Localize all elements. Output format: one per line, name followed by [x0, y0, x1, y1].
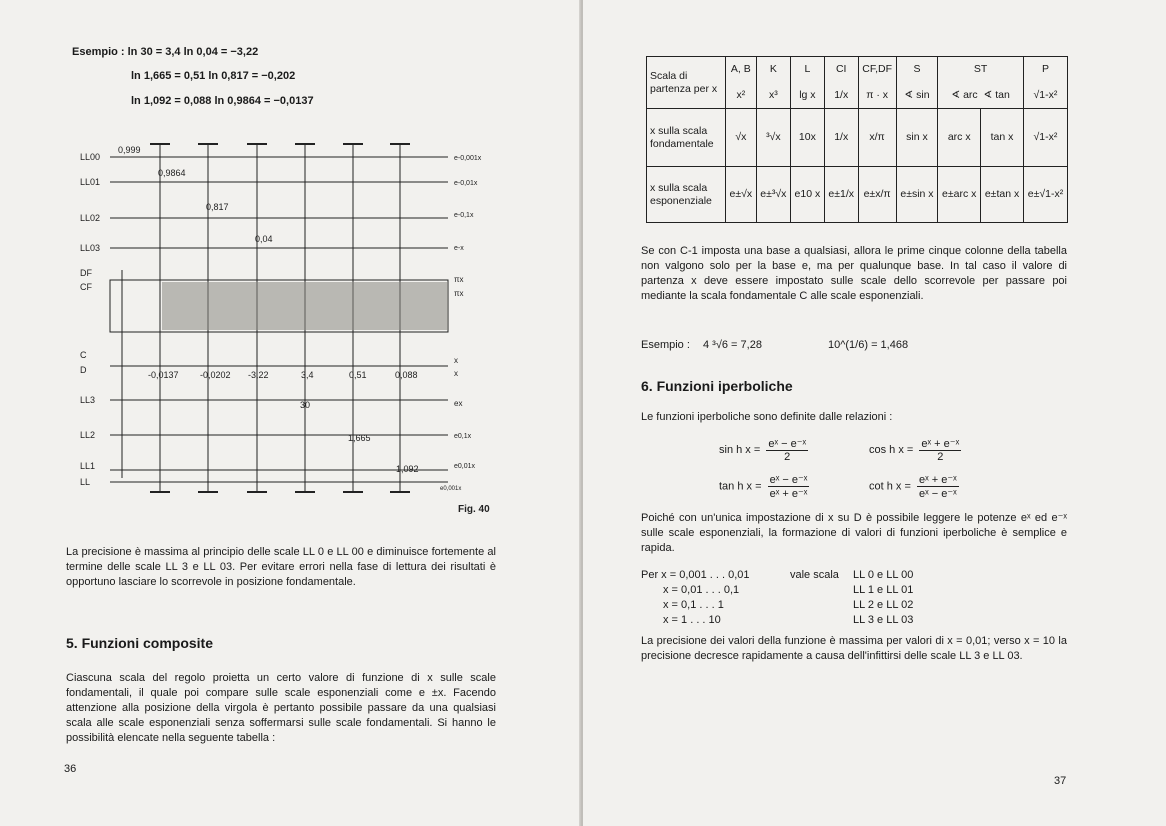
fraction [917, 473, 959, 500]
formula-lhs: cos h x = [869, 443, 914, 456]
range-value: LL 3 e LL 03 [853, 614, 914, 626]
reading-mark: -0,0137 [148, 370, 179, 380]
table-cell-value: e±√x [726, 167, 757, 223]
hyperbolic-intro: Le funzioni iperboliche sono definite dalle relazioni : [641, 411, 893, 423]
reading-mark: 0,817 [206, 202, 229, 212]
table-cell [726, 57, 757, 109]
range-cond: x = 1 . . . 10 [663, 614, 721, 626]
reading-mark: 0,999 [118, 145, 141, 155]
table-row-label: x sulla scala fondamentale [647, 109, 726, 167]
range-cond: x = 0,01 . . . 0,1 [663, 584, 740, 596]
table-header: L [804, 63, 811, 75]
scale-function-label: e0,1x [454, 433, 472, 440]
reading-mark: 1,092 [396, 464, 419, 474]
left-page [0, 0, 581, 826]
table-cell-value: e±arc x [938, 167, 981, 223]
table-cell-value: √x [726, 109, 757, 167]
table-cell-value: 1/x [824, 109, 858, 167]
fraction [768, 473, 810, 500]
paragraph-composite: Ciascuna scala del regolo proietta un certo valore di funzione di x sulle scale fondamentali, il quale poi compare sulle scale esponenziali come e ±x. Facendo attenzione alla posizione della virgola è pertanto possibile passare da una qualsiasi scala alle scale esponenziali senza soffermarsi sulle scale fondamentali. Si hanno le possibilità elencate nella seguente tabella : [66, 672, 496, 744]
reading-mark: 0,9864 [158, 168, 186, 178]
example-line-3: ln 1,092 = 0,088 ln 0,9864 = −0,0137 [131, 95, 314, 107]
paragraph-precision: La precisione è massima al principio delle scale LL 0 e LL 00 e diminuisce fortemente al termine delle scale LL 3 e LL 03. Per evitare errori nella fase di lettura dei risultati è opportuno lasciare lo scorrevole in posizione fondamentale. [66, 546, 496, 588]
scale-function-label: e-0,001x [454, 155, 482, 162]
formula-sinh [719, 437, 811, 463]
range-value: LL 0 e LL 00 [853, 569, 914, 581]
denominator: 2 [784, 451, 791, 463]
numerator: eˣ − e⁻ˣ [769, 474, 808, 486]
scale-label: DF [80, 268, 92, 278]
table-cell [896, 57, 938, 109]
formula-cosh [869, 437, 964, 463]
range-cond: Per x = 0,001 . . . 0,01 [641, 569, 750, 581]
denominator: 2 [937, 451, 944, 463]
paragraph-base: Se con C-1 imposta una base a qualsiasi, allora le prime cinque colonne della tabella non valgono solo per la base e, ma per qualunque base. In tal caso il valore di partenza x deve essere impostato sulle scale dello scorrevole per passare poi mediante la scala fondamentale C alle scale esponenziali. [641, 245, 1067, 302]
table-cell [824, 57, 858, 109]
right-page [583, 0, 1166, 826]
table-cell-value: ³√x [756, 109, 790, 167]
numerator: eˣ + e⁻ˣ [918, 474, 957, 486]
table-cell-value: √1-x² [1023, 109, 1067, 167]
scale-label: LL01 [80, 177, 101, 187]
table-cell-value: e±1/x [824, 167, 858, 223]
paragraph-precision-hyperbolic: La precisione dei valori della funzione è massima per valori di x = 0,01; verso x = 10 la precisione decresce rapidamente a causa dell'infittirsi delle scale LL 3 e LL 03. [641, 635, 1067, 662]
table-cell [938, 57, 1024, 109]
reading-mark: 3,4 [301, 370, 314, 380]
scale-label: C [80, 350, 87, 360]
scale-label: D [80, 365, 87, 375]
table-cell-value: x² [736, 89, 746, 101]
page-number-left: 36 [64, 763, 77, 775]
table-cell-value: e±x/π [858, 167, 896, 223]
table-header: S [913, 63, 921, 75]
range-value: LL 2 e LL 02 [853, 599, 914, 611]
formula-tanh [719, 473, 812, 500]
table-cell-value: arc x [938, 109, 981, 167]
page-number-right: 37 [1054, 775, 1067, 787]
formula-coth [869, 473, 962, 500]
range-value: LL 1 e LL 01 [853, 584, 914, 596]
denominator: eˣ + e⁻ˣ [769, 488, 808, 500]
reading-mark: 0,04 [255, 234, 273, 244]
table-header: P [1041, 63, 1049, 75]
scale-function-label: ex [454, 399, 463, 408]
scale-function-label: e0,001x [440, 486, 462, 492]
table-cell-value: 10x [790, 109, 824, 167]
scale-label: CF [80, 282, 92, 292]
reading-mark: -3,22 [248, 370, 269, 380]
scale-label: LL02 [80, 213, 101, 223]
table-row-label: x sulla scala esponenziale [647, 167, 726, 223]
table-cell-value: sin x [896, 109, 938, 167]
reading-mark: 0,088 [395, 370, 418, 380]
table-cell-value: e±tan x [981, 167, 1024, 223]
formula-lhs: tan h x = [719, 480, 762, 493]
table-cell [756, 57, 790, 109]
scale-function-label: πx [454, 289, 464, 298]
scale-label: LL03 [80, 243, 101, 253]
function-table [646, 56, 1068, 223]
section-heading-hyperbolic: 6. Funzioni iperboliche [641, 378, 793, 394]
table-cell [1023, 57, 1067, 109]
example-cube-root: 4 ³√6 = 7,28 [703, 339, 762, 351]
scale-label: LL1 [80, 461, 96, 471]
table-cell-value: 1/x [834, 89, 849, 101]
table-cell-value: ∢ tan [983, 89, 1010, 101]
reading-mark: 0,51 [349, 370, 367, 380]
scale-function-label: e-0,01x [454, 180, 478, 187]
table-cell-value: e10 x [790, 167, 824, 223]
reading-mark: 30 [300, 400, 311, 410]
table-header: A, B [730, 63, 751, 75]
numerator: eˣ − e⁻ˣ [768, 438, 807, 450]
table-header: K [769, 63, 777, 75]
table-cell-value: e±³√x [756, 167, 790, 223]
range-scale: vale scala [790, 569, 839, 581]
table-cell-value: π · x [866, 89, 889, 101]
table-cell-value: x/π [858, 109, 896, 167]
scale-function-label: x [454, 356, 458, 365]
table-cell-value: e±sin x [896, 167, 938, 223]
slider-shading [162, 282, 448, 330]
table-header: CI [835, 63, 847, 75]
scale-function-label: e-x [454, 245, 464, 252]
formula-lhs: cot h x = [869, 480, 911, 493]
scale-function-label: e0,01x [454, 463, 476, 470]
table-cell [790, 57, 824, 109]
reading-mark: 1,665 [348, 433, 371, 443]
paragraph-hyperbolic: Poiché con un'unica impostazione di x su D è possibile leggere le potenze eˣ ed e⁻ˣ sulle scale esponenziali, la formazione di valori di funzioni iperboliche è semplice e rapida. [641, 512, 1067, 554]
scale-function-label: e-0,1x [454, 212, 474, 219]
table-cell-value: ∢ sin [904, 89, 930, 101]
table-cell-value: tan x [981, 109, 1024, 167]
scale-function-label: x [454, 369, 458, 378]
example-power: 10^(1/6) = 1,468 [828, 339, 909, 351]
scale-label: LL3 [80, 395, 96, 405]
fraction [919, 437, 961, 463]
figure-caption: Fig. 40 [458, 504, 490, 515]
table-row-label: Scala di partenza per x [647, 57, 726, 109]
example-line-2: ln 1,665 = 0,51 ln 0,817 = −0,202 [131, 70, 296, 82]
scale-label: LL2 [80, 430, 96, 440]
formula-lhs: sin h x = [719, 443, 761, 456]
example-line-1: Esempio : ln 30 = 3,4 ln 0,04 = −3,22 [72, 46, 259, 58]
table-cell-value: √1-x² [1033, 89, 1058, 101]
table-header: CF,DF [862, 63, 892, 75]
table-header: ST [973, 63, 988, 75]
scale-function-label: πx [454, 275, 464, 284]
fraction [766, 437, 808, 463]
range-cond: x = 0,1 . . . 1 [663, 599, 724, 611]
table-cell [858, 57, 896, 109]
scale-label: LL00 [80, 152, 101, 162]
table-cell-value: lg x [799, 89, 816, 101]
table-cell-value: e±√1-x² [1023, 167, 1067, 223]
reading-mark: -0,0202 [200, 370, 231, 380]
section-heading-composite: 5. Funzioni composite [66, 635, 214, 651]
denominator: eˣ − e⁻ˣ [918, 488, 957, 500]
table-cell-value: x³ [768, 89, 778, 101]
table-cell-value: ∢ arc [951, 89, 978, 101]
numerator: eˣ + e⁻ˣ [921, 438, 960, 450]
scale-label: LL [80, 477, 91, 487]
example-label: Esempio : [641, 339, 690, 351]
